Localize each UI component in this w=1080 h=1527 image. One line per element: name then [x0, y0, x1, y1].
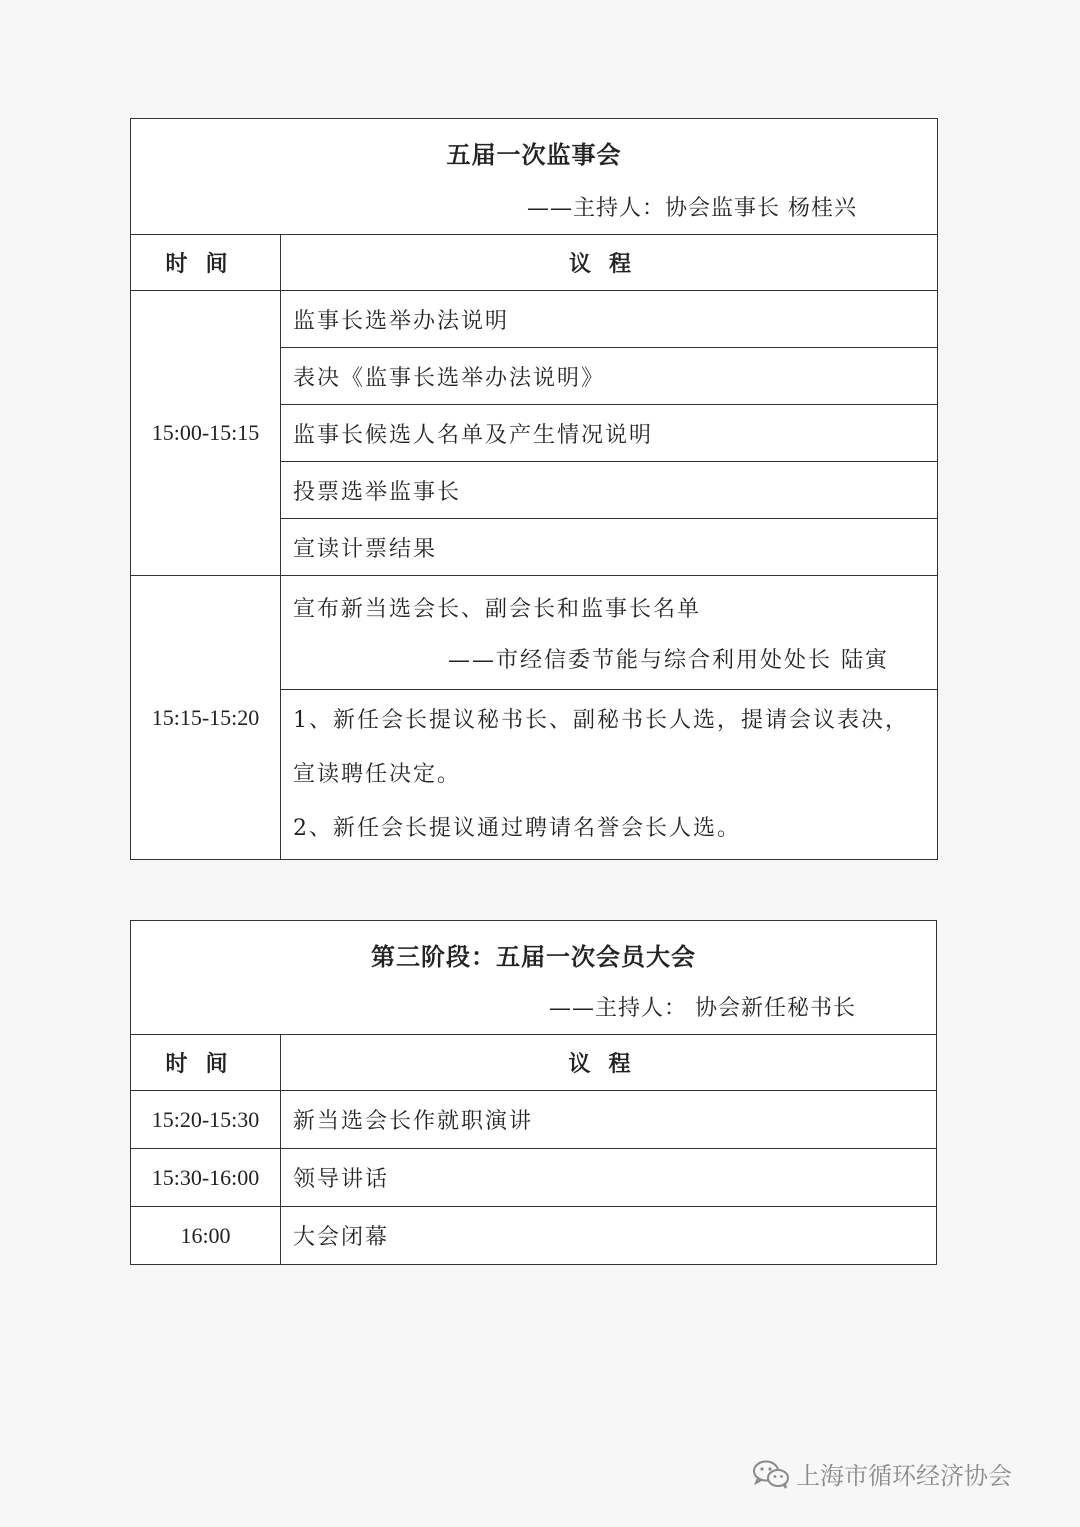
- section1-host: ——主持人：协会监事长 杨桂兴: [527, 196, 857, 221]
- agenda-item: 表决《监事长选举办法说明》: [281, 348, 938, 405]
- announce-results-line: 宣布新当选会长、副会长和监事长名单: [293, 596, 702, 622]
- announce-results-presenter: ——市经信委节能与综合利用处处长 陆寅: [448, 647, 889, 673]
- section1-title-cell: [131, 119, 938, 235]
- section2-title-cell: [131, 921, 937, 1035]
- row-time: 16:00: [131, 1207, 281, 1265]
- agenda-item: 宣读计票结果: [281, 519, 938, 576]
- members-assembly-agenda-table: [130, 920, 937, 1265]
- agenda-item: 监事长候选人名单及产生情况说明: [281, 405, 938, 462]
- agenda-item: 投票选举监事长: [281, 462, 938, 519]
- announce-results-item: [281, 576, 938, 690]
- agenda-item: 大会闭幕: [281, 1207, 937, 1265]
- group2-time: 15:15-15:20: [131, 576, 281, 860]
- appointment-items: [281, 690, 938, 860]
- section1-header-agenda: 议程: [281, 235, 938, 291]
- supervisory-board-agenda-table: [130, 118, 938, 860]
- row-time: 15:20-15:30: [131, 1091, 281, 1149]
- watermark: [752, 1456, 1012, 1491]
- section1-title: 五届一次监事会: [446, 140, 622, 169]
- appointment-line-3: 2、新任会长提议通过聘请名誉会长人选。: [293, 815, 741, 841]
- appointment-line-1: 1、新任会长提议秘书长、副秘书长人选，提请会议表决，: [293, 707, 909, 733]
- appointment-line-2: 宣读聘任决定。: [293, 761, 462, 787]
- row-time: 15:30-16:00: [131, 1149, 281, 1207]
- group1-time: 15:00-15:15: [131, 291, 281, 576]
- section2-header-time: 时间: [131, 1035, 281, 1091]
- section2-header-agenda: 议程: [281, 1035, 937, 1091]
- watermark-text: 上海市循环经济协会: [796, 1462, 1012, 1490]
- section2-host: ——主持人： 协会新任秘书长: [549, 996, 856, 1021]
- agenda-item: 新当选会长作就职演讲: [281, 1091, 937, 1149]
- section1-header-time: 时间: [131, 235, 281, 291]
- agenda-item: 监事长选举办法说明: [281, 291, 938, 348]
- agenda-item: 领导讲话: [281, 1149, 937, 1207]
- wechat-icon: [752, 1459, 790, 1489]
- section2-title: 第三阶段：五届一次会员大会: [371, 942, 696, 971]
